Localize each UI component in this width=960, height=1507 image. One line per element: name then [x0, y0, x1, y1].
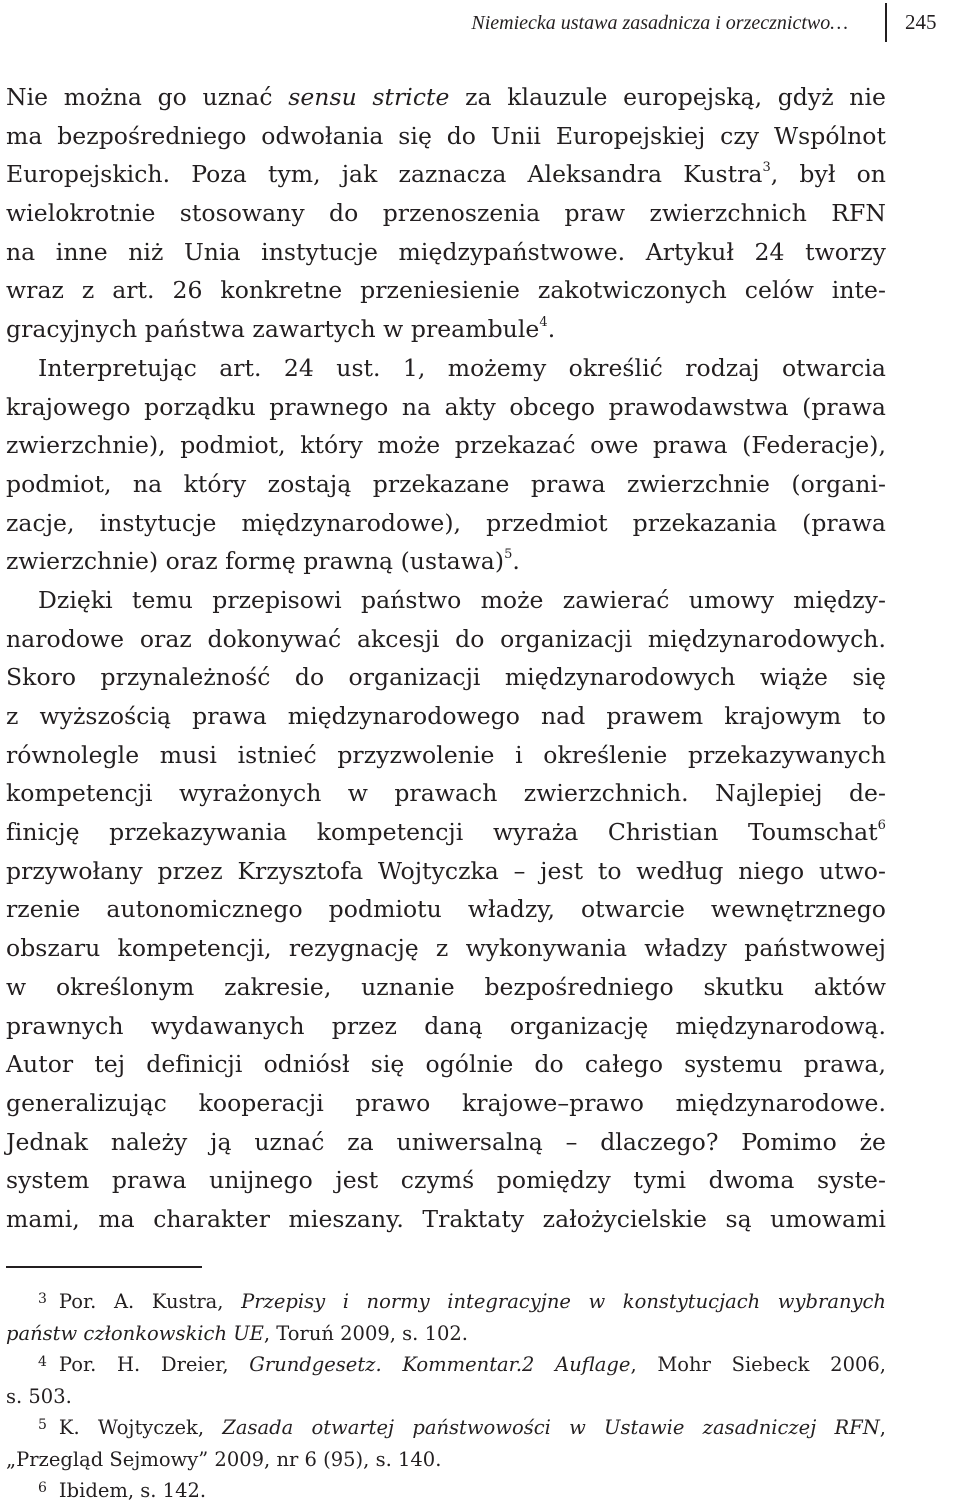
text-line: Interpretując art. 24 ust. 1, możemy określić rodzaj otwarcia	[38, 353, 886, 382]
text-line: w określonym zakresie, uznanie bezpośredniego skutku aktów	[6, 972, 886, 1001]
footnote-number: 6	[38, 1480, 47, 1496]
footnote-4: $^4$ Por. H. Dreier, Grundgesetz. Kommentar.2 Auflage, Mohr Siebeck 2006,	[38, 1353, 886, 1376]
text-line: prawnych wydawanych przez daną organizację międzynarodową.	[6, 1011, 886, 1040]
footnotes	[6, 1286, 886, 1507]
footnote-ref: 6	[877, 818, 886, 834]
latin-phrase: sensu stricte	[288, 83, 450, 111]
text-line: Europejskich. Poza tym, jak zaznacza Aleksandra Kustra$^3$, był on	[6, 160, 886, 189]
text-line: krajowego porządku prawnego na akty obcego prawodawstwa (prawa	[6, 392, 886, 421]
text-line: z wyższością prawa międzynarodowego nad prawem krajowym to	[6, 702, 886, 730]
footnote-number: 4	[38, 1354, 47, 1370]
text-line: przywołany przez Krzysztofa Wojtyczka – jest to według niego utwo-	[6, 856, 886, 885]
text-line: obszaru kompetencji, rezygnację z wykonywania władzy państwowej	[6, 934, 886, 963]
text-line: równolegle musi istnieć przyzwolenie i określenie przekazywanych	[6, 740, 886, 769]
text-line: rzenie autonomicznego podmiotu władzy, otwarcie wewnętrznego	[6, 895, 886, 924]
footnote-ref: 3	[762, 160, 771, 176]
footnote-number: 5	[38, 1417, 47, 1433]
footnote-number: 3	[38, 1291, 47, 1307]
text-line: mami, ma charakter mieszany. Traktaty założycielskie są umowami	[6, 1204, 886, 1233]
text-line: kompetencji wyrażonych w prawach zwierzchnich. Najlepiej de-	[6, 779, 886, 808]
header-divider	[885, 3, 887, 42]
text-line: narodowe oraz dokonywać akcesji do organizacji międzynarodowych.	[6, 624, 886, 653]
text-line: zwierzchnie) oraz formę prawną (ustawa)$^5$.	[6, 547, 520, 576]
text-line: gracyjnych państwa zawartych w preambule$^4$.	[6, 315, 556, 344]
footnote-divider	[6, 1266, 202, 1268]
text-line: Dzięki temu przepisowi państwo może zawierać umowy między-	[38, 585, 886, 614]
text-line: Jednak należy ją uznać za uniwersalną – dlaczego? Pomimo że	[6, 1127, 886, 1156]
text-line: Skoro przynależność do organizacji międzynarodowych wiąże się	[6, 663, 886, 692]
page-header	[0, 0, 960, 46]
page-number: 245	[905, 10, 937, 34]
text-line: finicję przekazywania kompetencji wyraża Christian Toumschat$^6$	[6, 818, 886, 847]
running-title: Niemiecka ustawa zasadnicza i orzecznictwo…	[471, 12, 848, 34]
text-line: na inne niż Unia instytucje międzypaństwowe. Artykuł 24 tworzy	[6, 237, 886, 266]
text-line: wraz z art. 26 konkretne przeniesienie zakotwiczonych celów inte-	[6, 276, 886, 305]
footnote-ref: 4	[539, 315, 548, 331]
footnote-5: $^5$ K. Wojtyczek, Zasada otwartej państwowości w Ustawie zasadniczej RFN,	[38, 1416, 886, 1439]
footnote-6: $^6$ Ibidem, s. 142.	[38, 1479, 207, 1502]
text-line: zwierzchnie), podmiot, który może przekazać owe prawa (Federacje),	[6, 431, 886, 460]
text-line: ma bezpośredniego odwołania się do Unii Europejskiej czy Wspólnot	[6, 121, 886, 150]
text-line: generalizując kooperacji prawo krajowe–prawo międzynarodowe.	[6, 1088, 886, 1117]
footnote-4-cont: s. 503.	[6, 1384, 72, 1408]
text-line: Autor tej definicji odniósł się ogólnie do całego systemu prawa,	[6, 1050, 886, 1079]
footnote-3-cont: państw członkowskich UE, Toruń 2009, s. 102.	[6, 1321, 468, 1345]
text-line: wielokrotnie stosowany do przenoszenia praw zwierzchnich RFN	[6, 199, 886, 228]
text-line: Nie można go uznać sensu stricte za klauzule europejską, gdyż nie	[6, 83, 886, 111]
text-line: podmiot, na który zostają przekazane prawa zwierzchnie (organi-	[6, 469, 886, 498]
footnote-5-cont: „Przegląd Sejmowy” 2009, nr 6 (95), s. 140.	[6, 1447, 442, 1471]
body-text	[6, 78, 886, 1239]
text-line: zacje, instytucje międzynarodowe), przedmiot przekazania (prawa	[6, 508, 886, 537]
text-line: system prawa unijnego jest czymś pomiędzy tymi dwoma syste-	[6, 1166, 886, 1195]
footnote-3: $^3$ Por. A. Kustra, Przepisy i normy integracyjne w konstytucjach wybranych	[38, 1290, 886, 1313]
footnote-ref: 5	[504, 547, 513, 563]
